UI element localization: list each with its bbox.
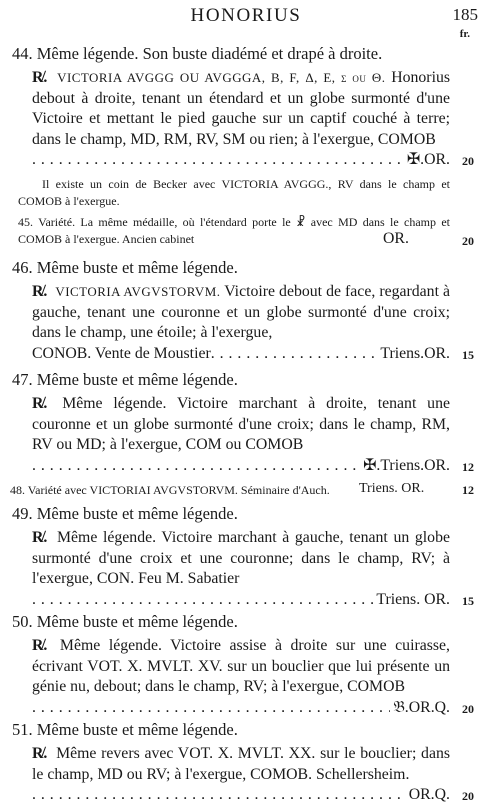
entry-44-reverse xyxy=(32,68,450,150)
entry-51-price: 20 xyxy=(462,789,474,803)
reverse-mark: R̸. xyxy=(32,283,48,300)
entry-46-heading: 46. Même buste et même légende. xyxy=(12,258,238,277)
reverse-description: Honorius debout à droite, tenant un étendard et un globe surmonté d'une Victoire et mettant le pied gauche sur un captif couché à terre; dans le champ, MD, RM, RV, SM ou rien; à l'exergue, COMOB xyxy=(32,69,451,148)
entry-48-price: 12 xyxy=(462,483,474,497)
dot-leader xyxy=(32,150,404,171)
entry-50-metal: 𝔅.OR.Q. xyxy=(393,699,450,716)
entry-45-metal: OR. xyxy=(383,230,409,247)
dot-leader xyxy=(32,698,390,719)
dot-leader xyxy=(32,785,406,806)
price-unit: fr. xyxy=(459,28,470,40)
reverse-mark: R̸. xyxy=(32,395,48,412)
entry-47-price: 12 xyxy=(462,460,474,474)
entry-49-metal: Triens. OR. xyxy=(376,591,450,608)
dot-leader xyxy=(32,456,360,477)
reverse-description: Même légende. Victoire marchant à droite, tenant une couronne et un globe surmonté d'une croix; dans le champ, RM, RV ou MD; à l'exergue, COM ou COMOB xyxy=(32,395,450,454)
entry-49-price: 15 xyxy=(462,594,474,608)
reverse-mark: R̸. xyxy=(32,745,48,762)
entry-45-leader xyxy=(380,229,450,250)
reverse-mark: R̸. xyxy=(32,637,48,654)
entry-44-price: 20 xyxy=(462,154,474,168)
reverse-description: Même légende. Victoire assise à droite sur une cuirasse, écrivant VOT. X. MVLT. XV. sur un bouclier que lui présente un génie nu, debout; dans le champ, RV; à l'exergue, COMOB xyxy=(32,637,450,696)
reverse-legend: VICTORIA AVGVSTORVM. xyxy=(55,284,221,299)
reverse-mark: R̸. xyxy=(32,529,48,546)
entry-49-leader xyxy=(32,590,450,611)
running-title: HONORIUS xyxy=(190,5,302,26)
entry-47-leader xyxy=(32,456,450,477)
entry-44-note: Il existe un coin de Becker avec VICTORIA AVGGG., RV dans le champ et COMOB à l'exergue. xyxy=(18,177,450,208)
reverse-description: Même revers avec VOT. X. MVLT. XX. sur le bouclier; dans le champ, MD ou RV; à l'exergue, COMOB. Schellersheim. xyxy=(32,745,450,783)
entry-45-heading: 45. Variété. La même médaille, où l'étendard porte le ☧ avec MD dans le champ et COMOB à l'exergue. Ancien cabinet xyxy=(18,215,450,246)
dot-leader xyxy=(211,344,378,365)
entry-46-leader xyxy=(32,344,450,365)
entry-51-metal: OR.Q. xyxy=(408,786,450,803)
entry-51-leader xyxy=(32,785,450,806)
entry-46-last-line: CONOB. Vente de Moustier xyxy=(32,345,211,362)
entry-51-reverse xyxy=(32,744,450,785)
entry-47-reverse xyxy=(32,394,450,456)
entry-48-leader xyxy=(356,479,450,500)
entry-45-price: 20 xyxy=(462,234,474,248)
entry-50-leader xyxy=(32,698,450,719)
entry-50-heading: 50. Même buste et même légende. xyxy=(12,612,238,631)
reverse-mark: R̸. xyxy=(32,69,48,86)
entry-47-heading: 47. Même buste et même légende. xyxy=(12,370,238,389)
entry-50-reverse xyxy=(32,636,450,698)
reverse-description: Victoire debout de face, regardant à gauche, tenant une couronne et un globe surmonté d'une croix; dans le champ, une étoile; à l'exergue, xyxy=(32,283,451,342)
page-number: 185 xyxy=(452,5,478,24)
entry-50-price: 20 xyxy=(462,702,474,716)
entry-44-heading: 44. Même légende. Son buste diadémé et drapé à droite. xyxy=(12,44,383,63)
entry-48-metal: Triens. OR. xyxy=(359,481,425,496)
entry-49-heading: 49. Même buste et même légende. xyxy=(12,504,238,523)
entry-47-metal: ✠.Triens.OR. xyxy=(363,457,450,474)
entry-44-metal: ✠.OR. xyxy=(406,151,450,168)
reverse-legend: VICTORIA AVGGG OU AVGGGA, B, F, Δ, E, ς ou Θ. xyxy=(57,70,386,85)
reverse-description: Même légende. Victoire marchant à gauche, tenant un globe surmonté d'une croix et une couronne; dans le champ, RV; à l'exergue, CON. Feu M. Sabatier xyxy=(32,529,450,588)
entry-51-heading: 51. Même buste et même légende. xyxy=(12,720,238,739)
entry-49-reverse xyxy=(32,528,450,590)
dot-leader xyxy=(32,590,373,611)
entry-48-heading: 48. Variété avec VICTORIAI AVGVSTORVM. Séminaire d'Auch. xyxy=(10,483,330,497)
entry-44-leader xyxy=(32,150,450,171)
entry-46-metal: Triens.OR. xyxy=(380,345,450,362)
entry-46-price: 15 xyxy=(462,348,474,362)
entry-46-reverse xyxy=(32,282,450,344)
